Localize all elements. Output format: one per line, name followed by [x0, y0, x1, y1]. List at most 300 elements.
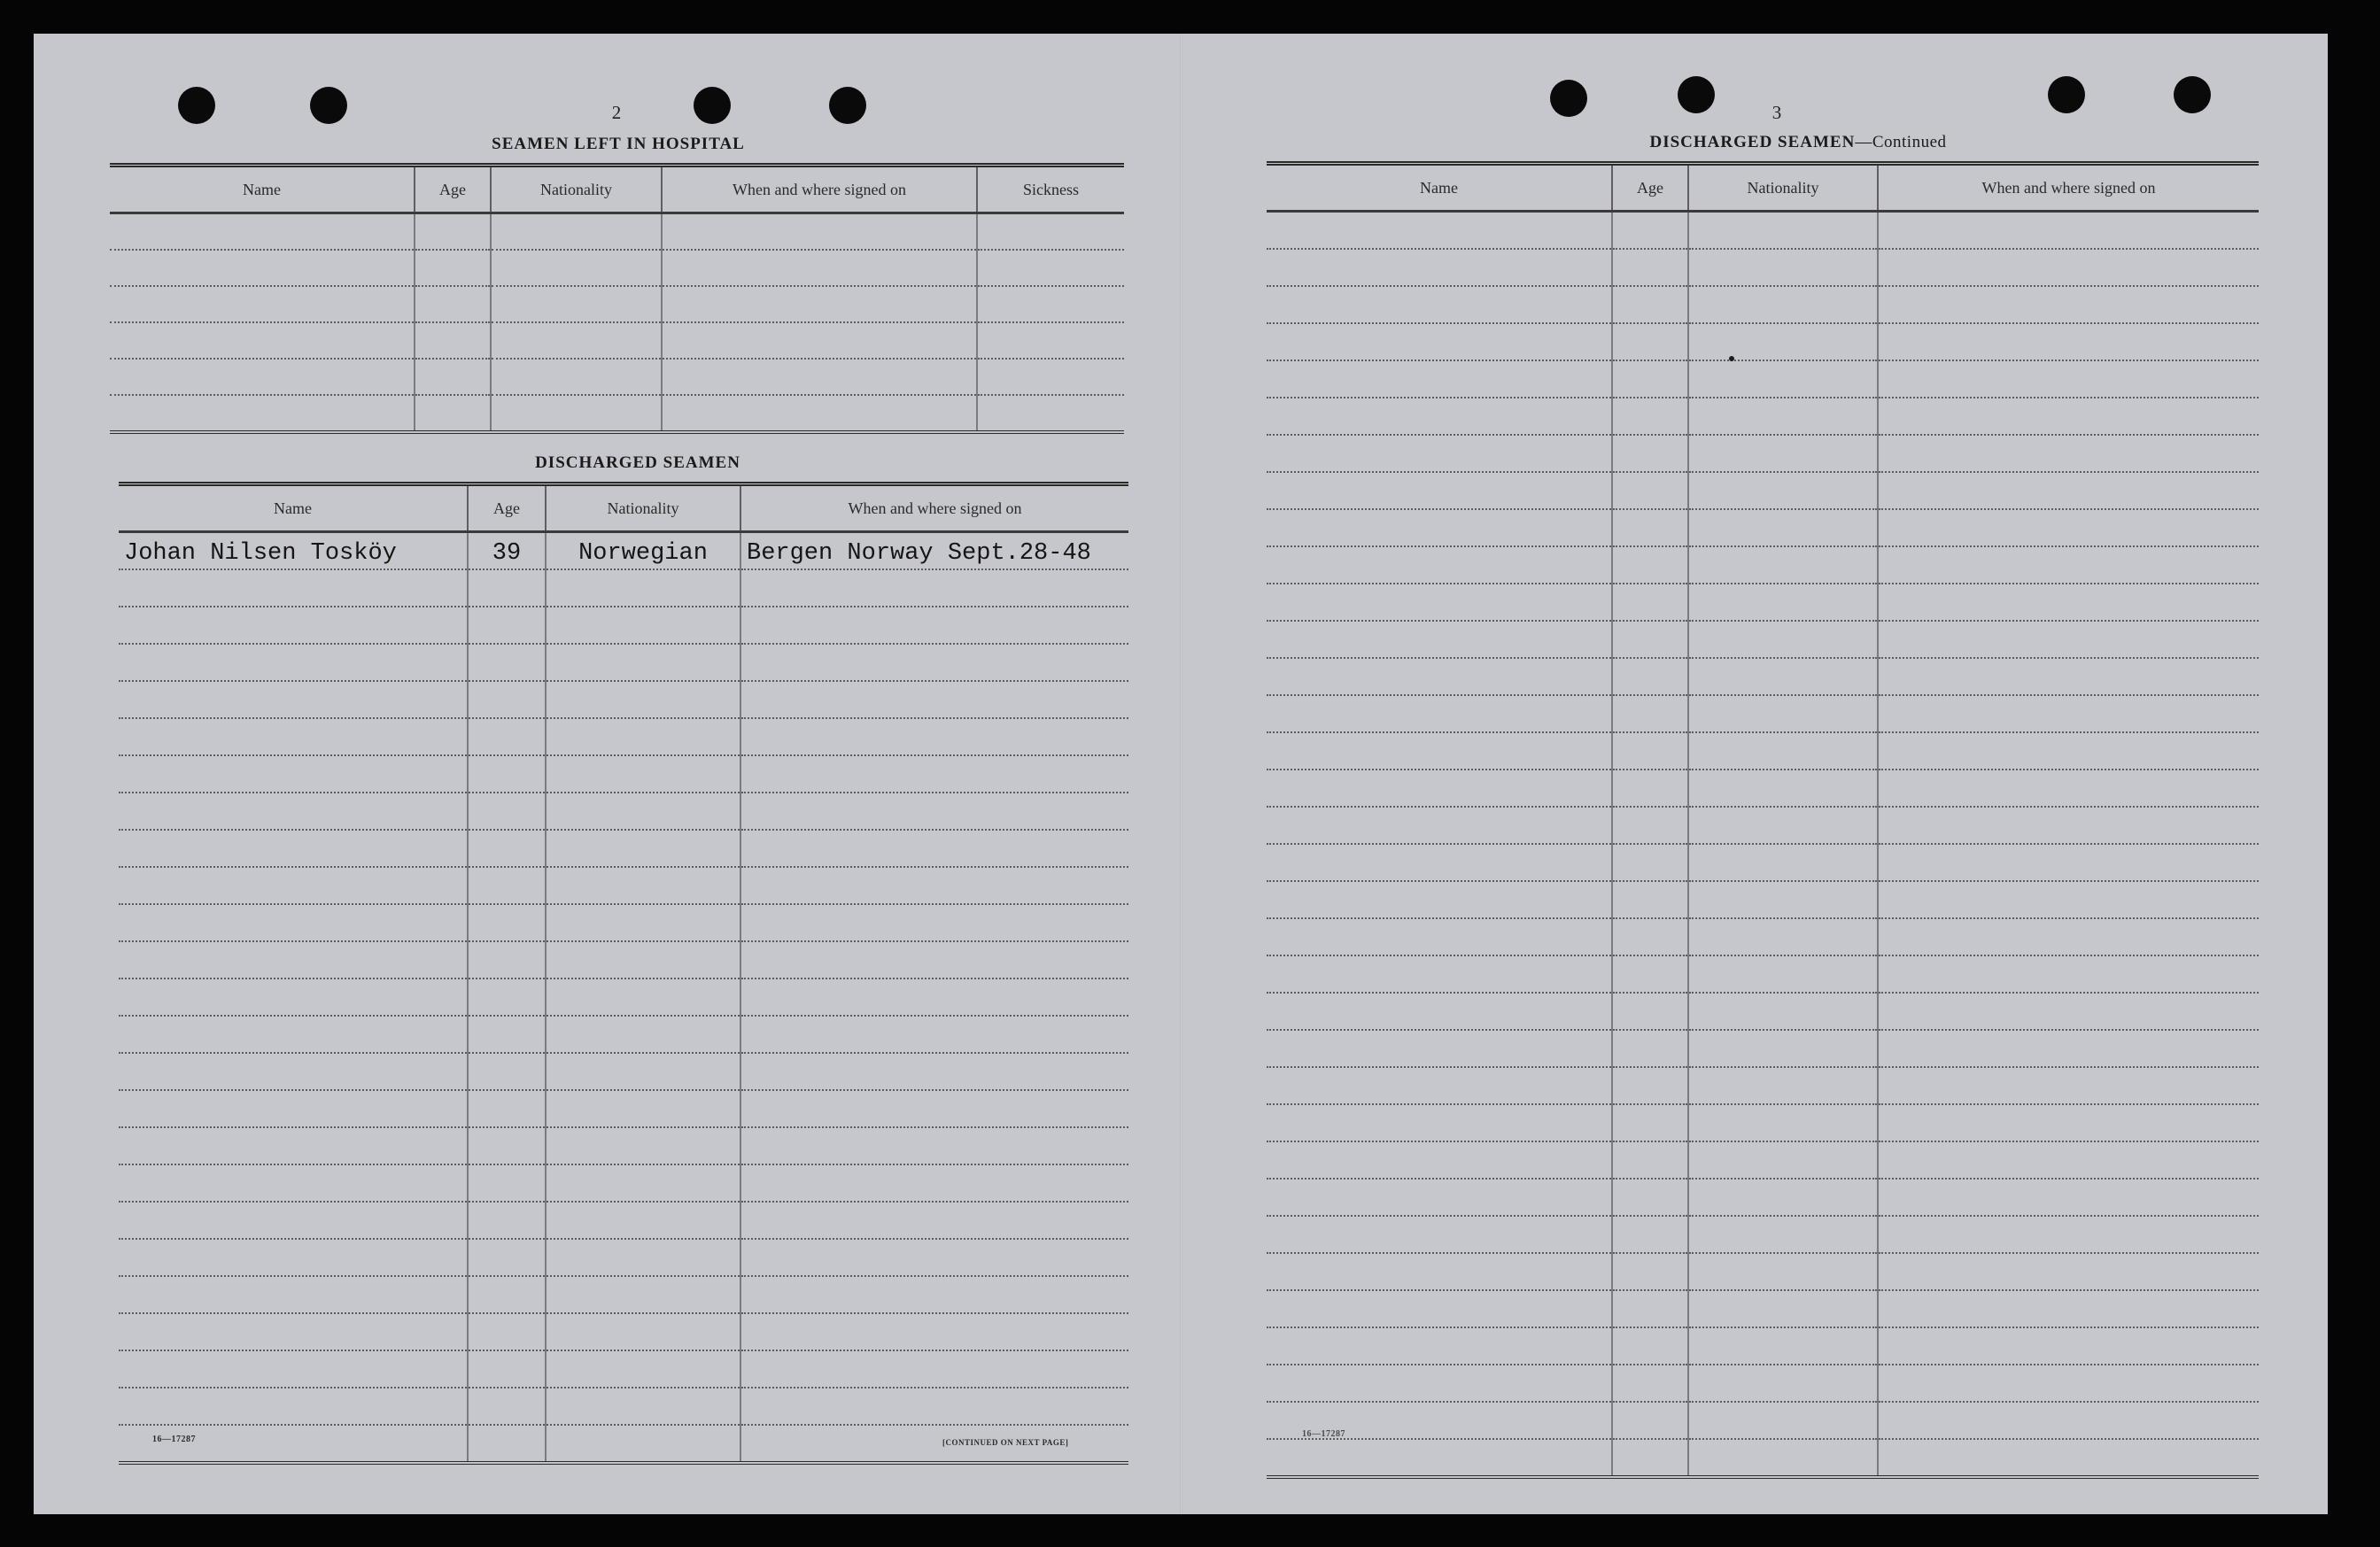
- blank-cell: [468, 1090, 546, 1127]
- blank-cell: [546, 867, 740, 904]
- table-row: [119, 532, 1128, 570]
- blank-cell: [546, 1425, 740, 1463]
- blank-cell: [1878, 807, 2259, 844]
- blank-cell: [1267, 1290, 1612, 1327]
- blank-cell: [1267, 1179, 1612, 1216]
- blank-cell: [1878, 435, 2259, 472]
- blank-row: [119, 718, 1128, 755]
- blank-cell: [1267, 844, 1612, 881]
- blank-cell: [1878, 509, 2259, 546]
- blank-cell: [1688, 770, 1878, 807]
- blank-cell: [415, 395, 491, 432]
- blank-cell: [1878, 546, 2259, 584]
- blank-cell: [1878, 1402, 2259, 1439]
- blank-row: [1267, 546, 2259, 584]
- blank-cell: [468, 1239, 546, 1276]
- blank-cell: [468, 1276, 546, 1313]
- blank-row: [110, 250, 1124, 286]
- blank-row: [1267, 398, 2259, 435]
- blank-cell: [1688, 472, 1878, 509]
- blank-cell: [1688, 1216, 1878, 1253]
- blank-cell: [1267, 918, 1612, 955]
- blank-cell: [1688, 1141, 1878, 1179]
- blank-cell: [1688, 212, 1878, 250]
- blank-row: [110, 322, 1124, 359]
- blank-cell: [1267, 881, 1612, 918]
- column-header-signed-on: When and where signed on: [740, 484, 1128, 532]
- blank-cell: [740, 1090, 1128, 1127]
- blank-cell: [1267, 658, 1612, 695]
- blank-cell: [1878, 1253, 2259, 1290]
- blank-cell: [468, 867, 546, 904]
- blank-cell: [662, 322, 977, 359]
- blank-row: [1267, 286, 2259, 323]
- blank-cell: [119, 1276, 468, 1313]
- blank-cell: [1688, 360, 1878, 398]
- punch-hole: [694, 87, 731, 124]
- blank-row: [1267, 1067, 2259, 1104]
- blank-row: [110, 286, 1124, 322]
- seaman-age: 39: [468, 532, 546, 570]
- blank-cell: [1612, 1067, 1688, 1104]
- blank-row: [1267, 323, 2259, 360]
- blank-row: [1267, 695, 2259, 732]
- blank-cell: [468, 978, 546, 1016]
- blank-cell: [1878, 955, 2259, 993]
- blank-cell: [740, 569, 1128, 607]
- hospital-table: [110, 163, 1124, 434]
- blank-cell: [740, 1164, 1128, 1202]
- blank-cell: [1688, 1179, 1878, 1216]
- blank-row: [1267, 732, 2259, 770]
- blank-cell: [1878, 249, 2259, 286]
- blank-cell: [1612, 1216, 1688, 1253]
- blank-cell: [740, 1313, 1128, 1350]
- blank-row: [119, 978, 1128, 1016]
- blank-cell: [110, 322, 415, 359]
- blank-cell: [546, 1239, 740, 1276]
- blank-cell: [468, 607, 546, 644]
- blank-cell: [1267, 286, 1612, 323]
- blank-cell: [546, 830, 740, 867]
- blank-cell: [740, 830, 1128, 867]
- blank-cell: [119, 718, 468, 755]
- blank-row: [119, 1202, 1128, 1239]
- blank-cell: [468, 755, 546, 793]
- blank-cell: [1688, 286, 1878, 323]
- blank-cell: [1878, 323, 2259, 360]
- blank-cell: [119, 1313, 468, 1350]
- blank-cell: [1688, 1365, 1878, 1402]
- blank-cell: [1688, 658, 1878, 695]
- blank-cell: [1612, 1290, 1688, 1327]
- blank-cell: [1878, 1290, 2259, 1327]
- blank-cell: [119, 904, 468, 941]
- blank-cell: [119, 978, 468, 1016]
- column-header-age: Age: [468, 484, 546, 532]
- blank-cell: [1878, 1104, 2259, 1141]
- blank-cell: [1612, 546, 1688, 584]
- blank-row: [1267, 881, 2259, 918]
- blank-cell: [1688, 1253, 1878, 1290]
- blank-row: [1267, 1402, 2259, 1439]
- blank-cell: [1688, 695, 1878, 732]
- blank-cell: [1267, 398, 1612, 435]
- blank-cell: [1612, 621, 1688, 658]
- blank-cell: [1878, 695, 2259, 732]
- blank-cell: [1688, 1327, 1878, 1365]
- blank-cell: [1878, 993, 2259, 1030]
- blank-cell: [468, 644, 546, 681]
- blank-cell: [1267, 1104, 1612, 1141]
- blank-cell: [468, 1016, 546, 1053]
- blank-cell: [1612, 807, 1688, 844]
- blank-row: [119, 1127, 1128, 1164]
- blank-row: [119, 681, 1128, 718]
- blank-cell: [468, 1127, 546, 1164]
- blank-row: [119, 1164, 1128, 1202]
- blank-cell: [740, 1202, 1128, 1239]
- blank-row: [119, 793, 1128, 830]
- left-page: [34, 34, 1176, 1514]
- seaman-nationality: Norwegian: [546, 532, 740, 570]
- blank-cell: [977, 359, 1124, 395]
- blank-cell: [1612, 360, 1688, 398]
- blank-cell: [468, 1313, 546, 1350]
- blank-cell: [1688, 398, 1878, 435]
- section-title-continued: —Continued: [1855, 133, 1947, 151]
- blank-row: [119, 644, 1128, 681]
- blank-cell: [1267, 472, 1612, 509]
- blank-cell: [740, 718, 1128, 755]
- blank-cell: [546, 1127, 740, 1164]
- blank-cell: [468, 904, 546, 941]
- punch-hole: [829, 87, 866, 124]
- blank-cell: [1612, 695, 1688, 732]
- blank-cell: [491, 395, 662, 432]
- blank-cell: [119, 941, 468, 978]
- blank-cell: [1612, 1030, 1688, 1067]
- blank-cell: [468, 1388, 546, 1425]
- blank-cell: [1878, 1365, 2259, 1402]
- blank-row: [1267, 1104, 2259, 1141]
- table-header-row: [119, 484, 1128, 532]
- blank-cell: [546, 941, 740, 978]
- blank-cell: [1612, 323, 1688, 360]
- blank-cell: [740, 1425, 1128, 1463]
- blank-cell: [1878, 584, 2259, 621]
- blank-cell: [1267, 807, 1612, 844]
- column-header-sickness: Sickness: [977, 166, 1124, 213]
- blank-cell: [119, 1053, 468, 1090]
- hospital-section-title: SEAMEN LEFT IN HOSPITAL: [492, 135, 745, 153]
- page-number: 3: [1771, 102, 1782, 123]
- blank-cell: [1267, 546, 1612, 584]
- discharged-section-title: DISCHARGED SEAMEN: [535, 453, 740, 472]
- blank-cell: [1688, 249, 1878, 286]
- blank-cell: [1878, 398, 2259, 435]
- punch-hole: [2048, 76, 2085, 113]
- blank-cell: [740, 867, 1128, 904]
- blank-cell: [1267, 584, 1612, 621]
- blank-cell: [1878, 286, 2259, 323]
- blank-cell: [1612, 472, 1688, 509]
- blank-cell: [119, 1164, 468, 1202]
- blank-cell: [1612, 249, 1688, 286]
- blank-cell: [1878, 1141, 2259, 1179]
- blank-cell: [1688, 509, 1878, 546]
- blank-cell: [740, 1016, 1128, 1053]
- blank-cell: [1267, 1067, 1612, 1104]
- blank-cell: [1612, 1327, 1688, 1365]
- blank-cell: [1688, 732, 1878, 770]
- column-header-age: Age: [1612, 164, 1688, 212]
- continued-table: [1267, 161, 2259, 1479]
- blank-cell: [1688, 1402, 1878, 1439]
- blank-cell: [119, 755, 468, 793]
- blank-cell: [1878, 360, 2259, 398]
- blank-cell: [415, 322, 491, 359]
- blank-cell: [491, 286, 662, 322]
- blank-row: [119, 867, 1128, 904]
- blank-cell: [1267, 1439, 1612, 1477]
- blank-cell: [740, 644, 1128, 681]
- blank-cell: [119, 793, 468, 830]
- blank-cell: [740, 1276, 1128, 1313]
- column-header-nationality: Nationality: [1688, 164, 1878, 212]
- blank-cell: [1612, 844, 1688, 881]
- column-header-signed-on: When and where signed on: [662, 166, 977, 213]
- blank-cell: [977, 395, 1124, 432]
- blank-cell: [977, 322, 1124, 359]
- blank-row: [1267, 212, 2259, 250]
- table-header-row: [110, 166, 1124, 213]
- blank-cell: [468, 1053, 546, 1090]
- blank-cell: [119, 681, 468, 718]
- blank-cell: [1878, 212, 2259, 250]
- continued-section-title: [1649, 133, 1946, 152]
- blank-row: [119, 755, 1128, 793]
- blank-cell: [1267, 955, 1612, 993]
- blank-cell: [1688, 807, 1878, 844]
- blank-cell: [546, 755, 740, 793]
- blank-cell: [1878, 881, 2259, 918]
- right-page: [1185, 34, 2328, 1514]
- blank-cell: [1612, 770, 1688, 807]
- scanned-document: [34, 34, 2328, 1514]
- blank-cell: [740, 941, 1128, 978]
- blank-row: [1267, 1216, 2259, 1253]
- blank-row: [119, 904, 1128, 941]
- blank-cell: [546, 978, 740, 1016]
- blank-cell: [1612, 1365, 1688, 1402]
- blank-cell: [1878, 732, 2259, 770]
- column-header-name: Name: [119, 484, 468, 532]
- blank-cell: [1688, 323, 1878, 360]
- blank-cell: [468, 793, 546, 830]
- column-header-age: Age: [415, 166, 491, 213]
- blank-row: [1267, 1439, 2259, 1477]
- blank-cell: [1878, 472, 2259, 509]
- blank-row: [1267, 1290, 2259, 1327]
- blank-cell: [110, 395, 415, 432]
- blank-row: [1267, 472, 2259, 509]
- blank-cell: [1267, 360, 1612, 398]
- blank-row: [1267, 658, 2259, 695]
- blank-cell: [1612, 435, 1688, 472]
- blank-cell: [491, 359, 662, 395]
- blank-cell: [1267, 695, 1612, 732]
- blank-row: [1267, 435, 2259, 472]
- blank-cell: [662, 213, 977, 251]
- seaman-name: Johan Nilsen Tosköy: [119, 532, 468, 570]
- blank-row: [119, 1090, 1128, 1127]
- blank-row: [1267, 1141, 2259, 1179]
- form-number: 16—17287: [152, 1435, 196, 1444]
- blank-cell: [119, 644, 468, 681]
- blank-cell: [1612, 1253, 1688, 1290]
- blank-cell: [740, 1350, 1128, 1388]
- blank-cell: [546, 1313, 740, 1350]
- blank-row: [119, 830, 1128, 867]
- blank-row: [119, 941, 1128, 978]
- blank-cell: [110, 250, 415, 286]
- blank-cell: [1612, 918, 1688, 955]
- blank-cell: [1688, 546, 1878, 584]
- blank-cell: [1267, 732, 1612, 770]
- blank-row: [110, 213, 1124, 251]
- blank-row: [1267, 1030, 2259, 1067]
- ink-speck: [1729, 356, 1734, 361]
- blank-cell: [1267, 1253, 1612, 1290]
- blank-cell: [1612, 1104, 1688, 1141]
- blank-cell: [119, 1239, 468, 1276]
- blank-cell: [1878, 658, 2259, 695]
- blank-cell: [546, 1388, 740, 1425]
- blank-cell: [546, 1016, 740, 1053]
- column-header-name: Name: [1267, 164, 1612, 212]
- blank-row: [110, 395, 1124, 432]
- blank-cell: [1612, 955, 1688, 993]
- blank-cell: [110, 286, 415, 322]
- blank-cell: [468, 1202, 546, 1239]
- blank-cell: [1267, 770, 1612, 807]
- blank-cell: [1267, 323, 1612, 360]
- blank-row: [1267, 1365, 2259, 1402]
- blank-row: [119, 1276, 1128, 1313]
- blank-row: [119, 1350, 1128, 1388]
- continued-note: [CONTINUED ON NEXT PAGE]: [942, 1438, 1069, 1447]
- blank-row: [1267, 807, 2259, 844]
- blank-cell: [1878, 770, 2259, 807]
- punch-hole: [310, 87, 347, 124]
- punch-hole: [2174, 76, 2211, 113]
- discharged-table: [119, 482, 1128, 1465]
- blank-row: [1267, 360, 2259, 398]
- blank-cell: [1688, 1030, 1878, 1067]
- blank-cell: [740, 793, 1128, 830]
- blank-cell: [1612, 881, 1688, 918]
- table-header-row: [1267, 164, 2259, 212]
- blank-cell: [662, 359, 977, 395]
- blank-cell: [1612, 398, 1688, 435]
- blank-cell: [662, 395, 977, 432]
- blank-row: [119, 1388, 1128, 1425]
- blank-cell: [491, 322, 662, 359]
- blank-cell: [468, 941, 546, 978]
- blank-cell: [1267, 1327, 1612, 1365]
- blank-cell: [740, 1388, 1128, 1425]
- blank-cell: [1878, 1030, 2259, 1067]
- blank-cell: [1688, 1439, 1878, 1477]
- blank-cell: [546, 569, 740, 607]
- blank-cell: [740, 1239, 1128, 1276]
- blank-cell: [740, 1053, 1128, 1090]
- blank-cell: [119, 1350, 468, 1388]
- column-header-nationality: Nationality: [546, 484, 740, 532]
- blank-cell: [1612, 509, 1688, 546]
- blank-cell: [119, 607, 468, 644]
- blank-cell: [1688, 1104, 1878, 1141]
- blank-cell: [119, 569, 468, 607]
- blank-cell: [468, 569, 546, 607]
- blank-cell: [119, 1127, 468, 1164]
- blank-cell: [1688, 435, 1878, 472]
- blank-cell: [1688, 881, 1878, 918]
- blank-cell: [415, 286, 491, 322]
- blank-row: [119, 1016, 1128, 1053]
- column-header-signed-on: When and where signed on: [1878, 164, 2259, 212]
- blank-cell: [119, 1090, 468, 1127]
- blank-cell: [1612, 212, 1688, 250]
- blank-cell: [1612, 993, 1688, 1030]
- column-header-name: Name: [110, 166, 415, 213]
- blank-row: [1267, 844, 2259, 881]
- blank-row: [1267, 770, 2259, 807]
- punch-hole: [178, 87, 215, 124]
- blank-cell: [1878, 1067, 2259, 1104]
- blank-cell: [546, 1276, 740, 1313]
- blank-cell: [1612, 732, 1688, 770]
- blank-row: [1267, 993, 2259, 1030]
- blank-cell: [1267, 621, 1612, 658]
- seaman-signed-on: Bergen Norway Sept.28-48: [740, 532, 1128, 570]
- blank-cell: [546, 904, 740, 941]
- form-number: 16—17287: [1302, 1429, 1345, 1439]
- blank-cell: [415, 250, 491, 286]
- blank-cell: [110, 359, 415, 395]
- blank-cell: [1267, 249, 1612, 286]
- page-number: 2: [611, 102, 622, 123]
- blank-row: [1267, 584, 2259, 621]
- blank-cell: [119, 1202, 468, 1239]
- blank-cell: [491, 250, 662, 286]
- blank-cell: [1878, 844, 2259, 881]
- blank-cell: [1267, 1365, 1612, 1402]
- blank-row: [1267, 1253, 2259, 1290]
- blank-cell: [1688, 918, 1878, 955]
- blank-row: [119, 1053, 1128, 1090]
- blank-cell: [119, 1016, 468, 1053]
- blank-cell: [740, 904, 1128, 941]
- blank-row: [119, 1313, 1128, 1350]
- blank-cell: [1688, 1067, 1878, 1104]
- column-header-nationality: Nationality: [491, 166, 662, 213]
- blank-cell: [546, 644, 740, 681]
- blank-cell: [546, 1350, 740, 1388]
- blank-cell: [740, 607, 1128, 644]
- blank-cell: [1878, 918, 2259, 955]
